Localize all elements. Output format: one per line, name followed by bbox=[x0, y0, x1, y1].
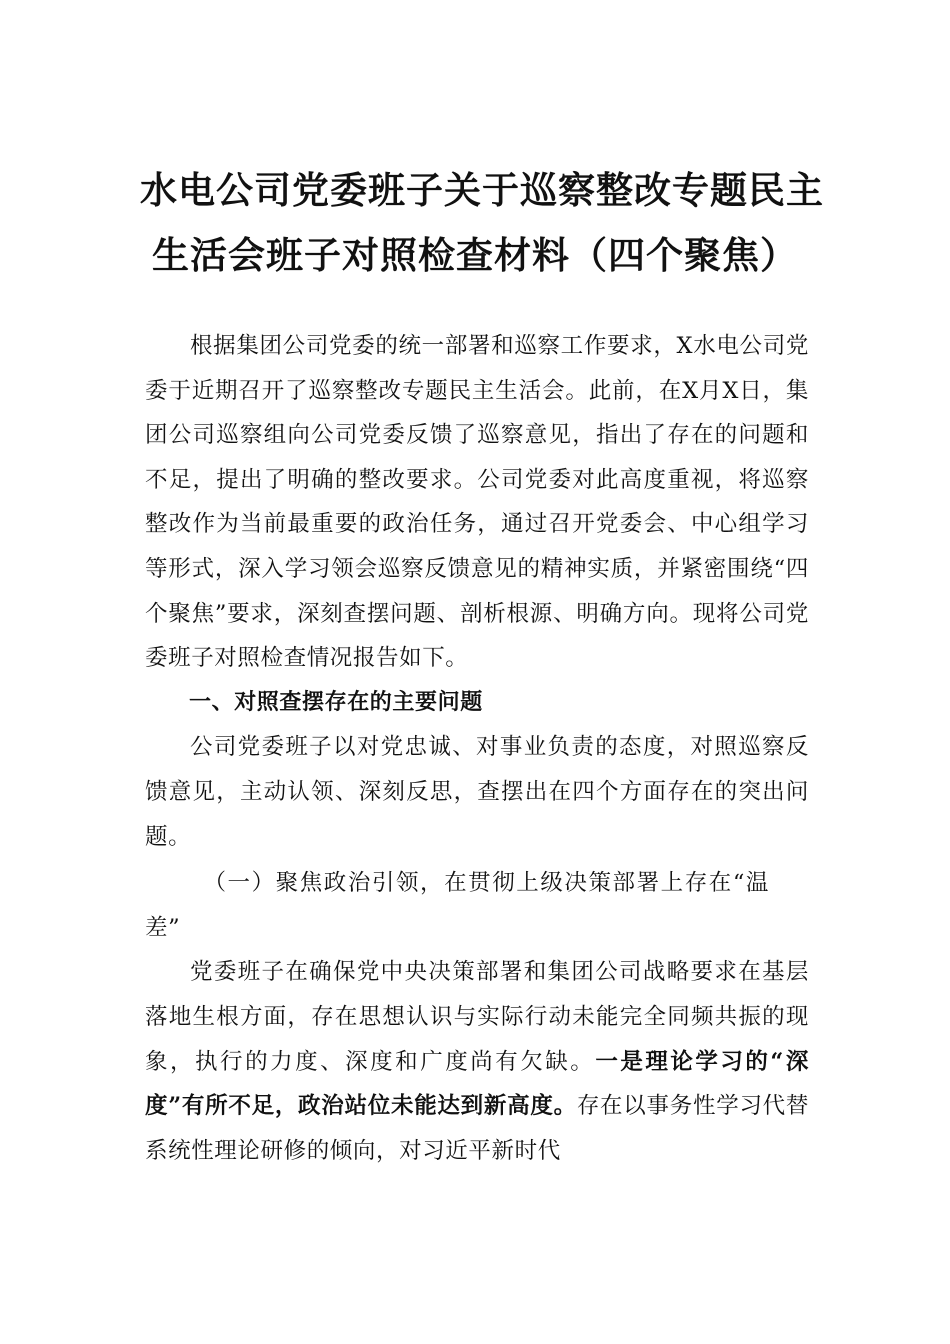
section-1-paragraph: 公司党委班子以对党忠诚、对事业负责的态度，对照巡察反馈意见，主动认领、深刻反思，查摆出在四个方面存在的突出问题。 bbox=[145, 734, 809, 850]
document-title-line-2: 生活会班子对照检查材料（四个聚焦） bbox=[152, 234, 798, 277]
section-heading-1: 一、对照查摆存在的主要问题 bbox=[189, 689, 483, 715]
bold-point-one: 一是理论学习的“深度”有所不足，政治站位未能达到新高度。 bbox=[145, 1048, 809, 1120]
intro-paragraph: 根据集团公司党委的统一部署和巡察工作要求，X水电公司党委于近期召开了巡察整改专题民主生活会。此前，在X月X日，集团公司巡察组向公司党委反馈了巡察意见，指出了存在的问题和不足，提出了明确的整改要求。公司党委对此高度重视，将巡察整改作为当前最重要的政治任务，通过召开党委会、中心组学习等形式，深入学习领会巡察反馈意见的精神实质，并紧密围绕“四个聚焦”要求，深刻查摆问题、剖析根源、明确方向。现将公司党委班子对照检查情况报告如下。 bbox=[145, 333, 809, 672]
paragraph-text-end: 存在以事务性学习代替系统性理论研修的倾向，对习近平新时代 bbox=[145, 1093, 809, 1164]
subsection-heading-1: （一）聚焦政治引领，在贯彻上级决策部署上存在“温差” bbox=[145, 870, 769, 941]
document-title-line-1: 水电公司党委班子关于巡察整改专题民主 bbox=[140, 169, 824, 212]
document-body bbox=[145, 324, 809, 1173]
subsection-1-paragraph bbox=[145, 950, 809, 1173]
paragraph-text-start: 党委班子在确保党中央决策部署和集团公司战略要求在基层落地生根方面，存在思想认识与实际行动未能完全同频共振的现象，执行的力度、深度和广度尚有欠缺。 bbox=[145, 959, 809, 1075]
